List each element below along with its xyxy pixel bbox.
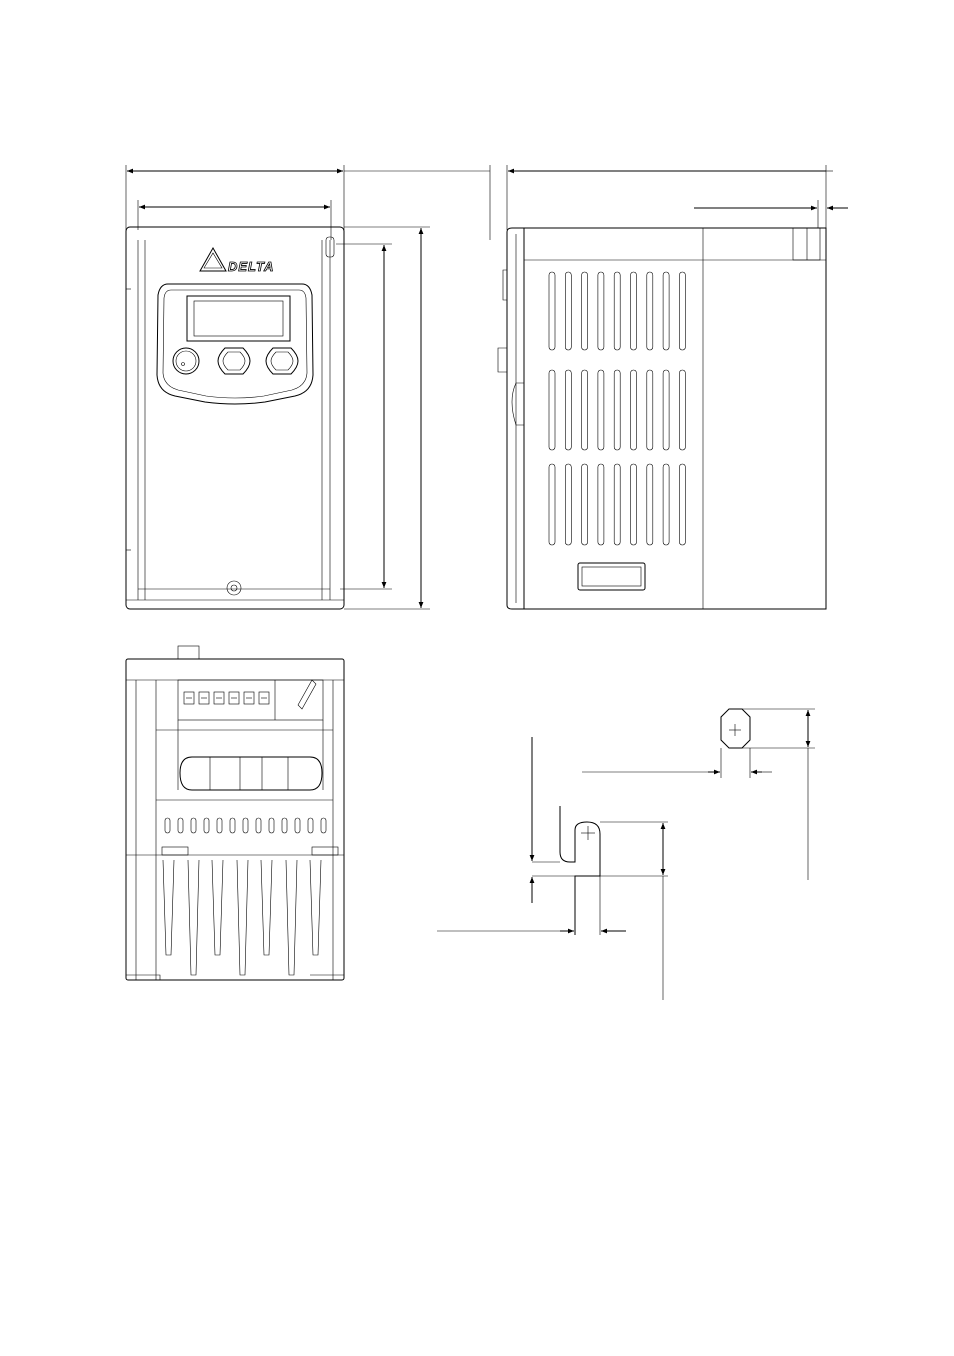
vent-slot — [598, 464, 604, 545]
vent-slot — [679, 370, 685, 450]
vent-slot — [582, 370, 588, 450]
vent-slot — [295, 818, 300, 833]
bottom-screw-icon — [227, 581, 241, 595]
vent-slot — [614, 464, 620, 545]
vent-slot — [614, 272, 620, 350]
vent-slot — [679, 464, 685, 545]
mounting-slot-detail — [437, 737, 668, 1000]
vent-slot — [269, 818, 274, 833]
bottom-view — [126, 646, 344, 980]
heatsink-fin — [261, 860, 272, 955]
vent-slot — [647, 272, 653, 350]
vent-slot — [631, 464, 637, 545]
front-width-dimension — [126, 165, 490, 230]
vent-slot — [191, 818, 196, 833]
vent-slot — [663, 370, 669, 450]
heatsink-fins — [163, 860, 321, 975]
mounting-hole-detail — [582, 709, 815, 880]
heatsink-fin — [163, 860, 174, 955]
front-view — [126, 165, 490, 609]
vent-slot — [282, 818, 287, 833]
vent-slot — [582, 464, 588, 545]
vent-slot — [679, 272, 685, 350]
vent-slot — [582, 272, 588, 350]
vent-slot — [647, 464, 653, 545]
vent-slot — [598, 370, 604, 450]
vent-slot — [565, 370, 571, 450]
front-height-dimension — [344, 227, 430, 609]
side-offset-dimension — [694, 200, 848, 228]
vent-slot — [663, 464, 669, 545]
vent-slot — [549, 464, 555, 545]
vent-slot — [631, 370, 637, 450]
vent-slot — [165, 818, 170, 833]
heatsink-fin — [237, 860, 248, 975]
potentiometer-knob-icon — [173, 348, 199, 374]
vent-slot — [565, 272, 571, 350]
vent-slot — [308, 818, 313, 833]
vent-slot — [549, 272, 555, 350]
heatsink-fin — [188, 860, 199, 975]
delta-logo — [200, 248, 274, 274]
vent-slot — [204, 818, 209, 833]
heatsink-fin — [212, 860, 223, 955]
vent-slot — [321, 818, 326, 833]
bottom-vent-slots — [165, 818, 326, 833]
brand-logo-text: DELTA — [228, 259, 275, 274]
lcd-display — [187, 296, 290, 341]
vent-slot — [549, 370, 555, 450]
side-depth-dimension — [490, 165, 833, 240]
vent-slot — [256, 818, 261, 833]
vent-slot — [565, 464, 571, 545]
side-vent-slots — [549, 272, 685, 545]
vent-slot — [663, 272, 669, 350]
vent-slot — [647, 370, 653, 450]
power-terminal — [180, 757, 322, 790]
front-mounting-width-dimension — [138, 200, 331, 240]
vent-slot — [598, 272, 604, 350]
terminal-screws — [184, 692, 269, 704]
vent-slot — [230, 818, 235, 833]
heatsink-fin — [286, 860, 297, 975]
vent-slot — [243, 818, 248, 833]
vent-slot — [178, 818, 183, 833]
vent-slot — [614, 370, 620, 450]
heatsink-fin — [310, 860, 321, 955]
terminal-block — [178, 680, 323, 720]
side-view — [490, 165, 848, 609]
vent-slot — [217, 818, 222, 833]
vent-slot — [631, 272, 637, 350]
digital-keypad — [157, 284, 313, 404]
